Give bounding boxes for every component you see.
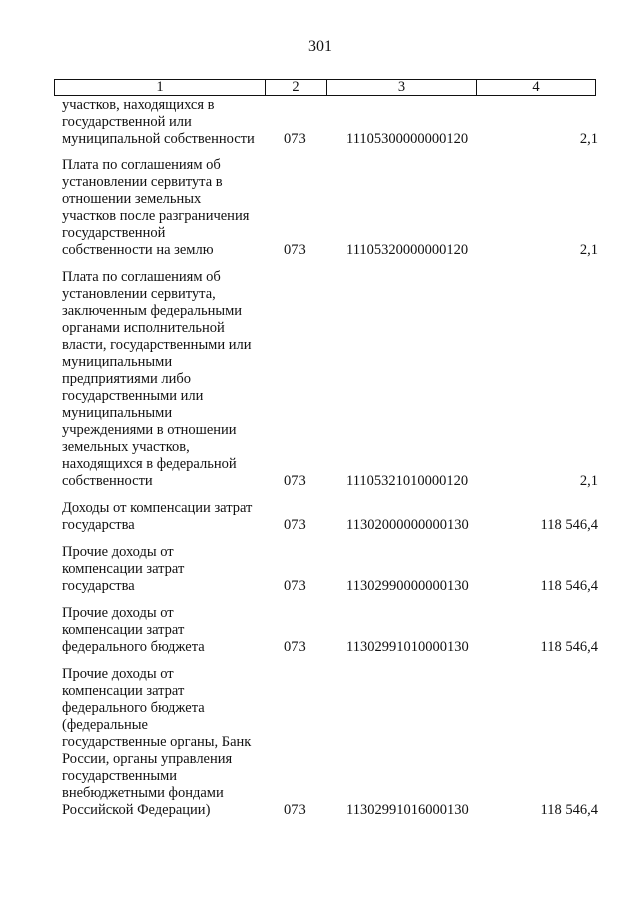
income-name-cell — [62, 97, 264, 148]
column-header-1: 1 — [55, 80, 266, 95]
page-number: 301 — [308, 38, 332, 55]
income-name-line: государства — [62, 578, 135, 594]
amount-cell: 118 546,4 — [540, 802, 598, 818]
table-row — [62, 157, 598, 259]
income-name-line: (федеральные — [62, 717, 148, 733]
income-name-cell — [62, 157, 264, 259]
admin-code-cell: 073 — [284, 578, 306, 594]
income-name-line: участков после разграничения — [62, 208, 250, 224]
income-name-line: компенсации затрат — [62, 622, 185, 638]
kbk-code-cell: 11302991010000130 — [346, 639, 469, 655]
income-name-line: участков, находящихся в — [62, 97, 215, 113]
income-name-line: Доходы от компенсации затрат — [62, 500, 253, 516]
income-name-cell — [62, 269, 264, 490]
income-name-line: федерального бюджета — [62, 639, 205, 655]
kbk-code-cell: 11105321010000120 — [346, 473, 469, 489]
column-header-2: 2 — [266, 80, 327, 95]
table-header — [54, 79, 596, 96]
income-name-line: государственной или — [62, 114, 192, 130]
table-row — [62, 544, 598, 595]
kbk-code-cell: 11302991016000130 — [346, 802, 469, 818]
income-name-line: отношении земельных — [62, 191, 202, 207]
income-name-line: России, органы управления — [62, 751, 233, 767]
income-name-line: Российской Федерации) — [62, 802, 211, 818]
amount-cell: 118 546,4 — [540, 639, 598, 655]
admin-code-cell: 073 — [284, 473, 306, 489]
table-row — [62, 605, 598, 656]
income-name-line: земельных участков, — [62, 439, 190, 455]
income-name-line: государственными — [62, 768, 178, 784]
kbk-code-cell: 11105320000000120 — [346, 242, 469, 258]
admin-code-cell: 073 — [284, 517, 306, 533]
income-name-line: учреждениями в отношении — [62, 422, 237, 438]
income-name-line: органами исполнительной — [62, 320, 225, 336]
kbk-code-cell: 11302000000000130 — [346, 517, 469, 533]
table-row — [62, 269, 598, 490]
admin-code-cell: 073 — [284, 802, 306, 818]
income-name-line: муниципальной собственности — [62, 131, 255, 147]
table-row — [62, 500, 598, 534]
table-row — [62, 666, 598, 819]
admin-code-cell: 073 — [284, 131, 306, 147]
income-name-line: находящихся в федеральной — [62, 456, 237, 472]
income-name-line: предприятиями либо — [62, 371, 192, 387]
table-row — [62, 97, 598, 148]
table-body — [62, 97, 598, 829]
admin-code-cell: 073 — [284, 242, 306, 258]
income-name-line: собственности — [62, 473, 153, 489]
income-name-line: муниципальными — [62, 405, 173, 421]
amount-cell: 118 546,4 — [540, 578, 598, 594]
income-name-line: Прочие доходы от — [62, 544, 174, 560]
income-name-line: внебюджетными фондами — [62, 785, 224, 801]
income-name-line: Прочие доходы от — [62, 666, 174, 682]
income-name-cell — [62, 500, 264, 534]
amount-cell: 2,1 — [579, 473, 598, 489]
income-name-line: государства — [62, 517, 135, 533]
income-name-line: компенсации затрат — [62, 683, 185, 699]
income-name-line: государственными или — [62, 388, 204, 404]
income-name-line: установлении сервитута, — [62, 286, 216, 302]
amount-cell: 2,1 — [579, 131, 598, 147]
income-name-line: установлении сервитута в — [62, 174, 223, 190]
income-name-line: государственные органы, Банк — [62, 734, 252, 750]
amount-cell: 2,1 — [579, 242, 598, 258]
income-name-line: государственной — [62, 225, 166, 241]
income-name-cell — [62, 666, 264, 819]
kbk-code-cell: 11105300000000120 — [346, 131, 469, 147]
income-name-line: федерального бюджета — [62, 700, 205, 716]
income-name-line: компенсации затрат — [62, 561, 185, 577]
income-name-line: муниципальными — [62, 354, 173, 370]
amount-cell: 118 546,4 — [540, 517, 598, 533]
admin-code-cell: 073 — [284, 639, 306, 655]
income-name-line: Плата по соглашениям об — [62, 269, 221, 285]
income-name-cell — [62, 605, 264, 656]
income-name-line: заключенным федеральными — [62, 303, 243, 319]
income-name-cell — [62, 544, 264, 595]
column-header-3: 3 — [327, 80, 477, 95]
income-name-line: Плата по соглашениям об — [62, 157, 221, 173]
kbk-code-cell: 11302990000000130 — [346, 578, 469, 594]
column-header-4: 4 — [532, 79, 540, 95]
income-name-line: власти, государственными или — [62, 337, 252, 353]
income-name-line: собственности на землю — [62, 242, 214, 258]
income-name-line: Прочие доходы от — [62, 605, 174, 621]
